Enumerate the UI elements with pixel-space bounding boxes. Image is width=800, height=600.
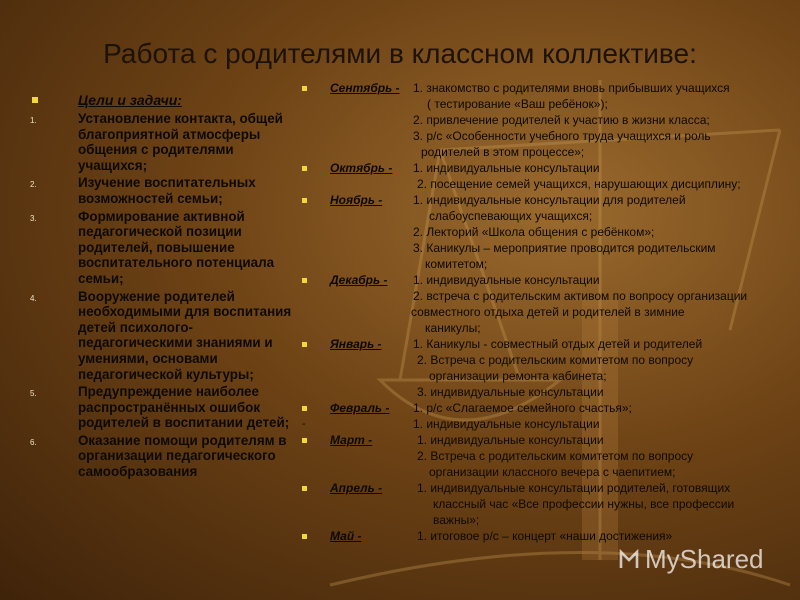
item-text: Изучение воспитательных возможностей семьи; — [78, 175, 256, 206]
plan-month-row — [298, 336, 798, 352]
plan-line — [298, 224, 798, 240]
item-text: Оказание помощи родителям в организации педагогического самообразования — [78, 432, 287, 480]
plan-text: 1. индивидуальные консультации — [417, 433, 604, 447]
bullet-icon — [32, 97, 38, 103]
item-number: 1. — [30, 116, 37, 125]
plan-line — [298, 368, 798, 384]
month-label: Декабрь - — [330, 273, 388, 287]
plan-month-row — [298, 160, 798, 176]
plan-month-row — [298, 272, 798, 288]
item-number: 4. — [30, 293, 37, 303]
myshared-logo-icon — [617, 548, 641, 572]
plan-line — [298, 288, 798, 304]
plan-text: 2. привлечение родителей к участию в жизни класса; — [413, 113, 710, 127]
month-label: Февраль - — [330, 401, 390, 415]
month-label: Апрель - — [330, 481, 383, 495]
bullet-icon — [302, 278, 307, 283]
plan-line — [298, 384, 798, 400]
plan-text: родителей в этом процессе»; — [421, 145, 585, 159]
plan-line — [298, 128, 798, 144]
bullet-icon — [302, 166, 307, 171]
item-text: Вооружение родителей необходимыми для воспитания детей психолого-педагогическими знаниями и умениями, основами педагогической культуры; — [78, 288, 292, 382]
plan-line — [298, 352, 798, 368]
plan-line — [298, 240, 798, 256]
plan-text: 2. Лекторий «Школа общения с ребёнком»; — [413, 225, 655, 239]
list-item — [30, 433, 298, 480]
plan-text: 1. Каникулы - совместный отдых детей и родителей — [413, 337, 703, 351]
bullet-icon — [302, 342, 307, 347]
goals-header — [30, 92, 298, 109]
goals-header-label: Цели и задачи: — [78, 92, 182, 108]
plan-text: 1. индивидуальные консультации родителей, готовящих — [417, 481, 731, 495]
plan-text: 1. знакомство с родителями вновь прибывших учащихся — [413, 81, 730, 95]
plan-text: классный час «Все профессии нужны, все профессии — [433, 497, 735, 511]
bullet-icon — [302, 438, 307, 443]
plan-line — [298, 448, 798, 464]
plan-text: важны»; — [433, 513, 480, 527]
plan-text: совместного отдыха детей и родителей в зимние — [411, 305, 685, 319]
watermark — [617, 544, 764, 575]
plan-line — [298, 112, 798, 128]
watermark-text: MyShared — [645, 544, 764, 574]
month-label: Октябрь - — [330, 161, 393, 175]
bullet-icon — [302, 406, 307, 411]
plan-text: 2. Встреча с родительским комитетом по вопросу — [417, 353, 694, 367]
plan-month-row — [298, 528, 798, 544]
plan-line — [298, 320, 798, 336]
plan-line — [298, 464, 798, 480]
plan-text: 1. индивидуальные консультации для родителей — [413, 193, 686, 207]
month-label: Март - — [330, 433, 373, 447]
plan-text: 2. посещение семей учащихся, нарушающих дисциплину; — [417, 177, 741, 191]
plan-month-row — [298, 192, 798, 208]
item-number: 5. — [30, 389, 37, 399]
plan-text: каникулы; — [425, 321, 481, 335]
item-number: 3. — [30, 213, 37, 223]
bullet-icon — [302, 198, 307, 203]
plan-month-row — [298, 400, 798, 416]
plan-text: комитетом; — [425, 257, 488, 271]
month-label: Май - — [330, 529, 362, 543]
list-item — [30, 111, 298, 173]
plan-text: 1. индивидуальные консультации — [413, 273, 600, 287]
plan-text: 3. Каникулы – мероприятие проводится родительским — [413, 241, 716, 255]
plan-line — [298, 416, 798, 432]
plan-line — [298, 144, 798, 160]
bullet-icon — [302, 486, 307, 491]
plan-text: 2. Встреча с родительским комитетом по вопросу — [417, 449, 694, 463]
plan-line — [298, 176, 798, 192]
month-label: Сентябрь - — [330, 81, 400, 95]
item-number: 2. — [30, 180, 37, 190]
plan-line — [298, 304, 798, 320]
plan-text: 3. индивидуальные консультации — [417, 385, 604, 399]
plan-line — [298, 496, 798, 512]
monthly-plan — [298, 80, 798, 544]
dash-marker: - — [302, 418, 306, 430]
plan-text: организации классного вечера с чаепитием; — [429, 465, 676, 479]
plan-text: 1. итоговое р/с – концерт «наши достижения» — [417, 529, 673, 543]
list-item — [30, 289, 298, 383]
list-item — [30, 175, 298, 206]
plan-text: слабоуспевающих учащихся; — [429, 209, 593, 223]
plan-text: 1. р/с «Слагаемое семейного счастья»; — [413, 401, 632, 415]
plan-text: 2. встреча с родительским активом по вопросу организации — [413, 289, 748, 303]
item-text: Предупреждение наиболее распространённых ошибок родителей в воспитании детей; — [78, 384, 290, 431]
plan-month-row — [298, 80, 798, 96]
plan-line — [298, 256, 798, 272]
plan-month-row — [298, 480, 798, 496]
plan-text: 1. индивидуальные консультации — [413, 417, 600, 431]
item-number: 6. — [30, 437, 37, 447]
page-title: Работа с родителями в классном коллективе: — [103, 38, 697, 69]
month-label: Ноябрь - — [330, 193, 383, 207]
plan-text: организации ремонта кабинета; — [429, 369, 607, 383]
item-text: Установление контакта, общей благоприятной атмосферы общения с родителями учащихся; — [78, 111, 283, 173]
month-label: Январь - — [330, 337, 382, 351]
bullet-icon — [302, 86, 307, 91]
plan-line — [298, 96, 798, 112]
plan-line — [298, 512, 798, 528]
goals-list — [30, 111, 298, 480]
plan-text: 3. р/с «Особенности учебного труда учащихся и роль — [413, 129, 711, 143]
plan-text: 1. индивидуальные консультации — [413, 161, 600, 175]
list-item — [30, 209, 298, 287]
plan-text: ( тестирование «Ваш ребёнок»); — [427, 97, 608, 111]
plan-month-row — [298, 432, 798, 448]
item-text: Формирование активной педагогической позиции родителей, повышение воспитательного потенциала семьи; — [78, 208, 275, 286]
goals-panel — [30, 92, 298, 482]
plan-line — [298, 208, 798, 224]
list-item — [30, 384, 298, 431]
bullet-icon — [302, 534, 307, 539]
